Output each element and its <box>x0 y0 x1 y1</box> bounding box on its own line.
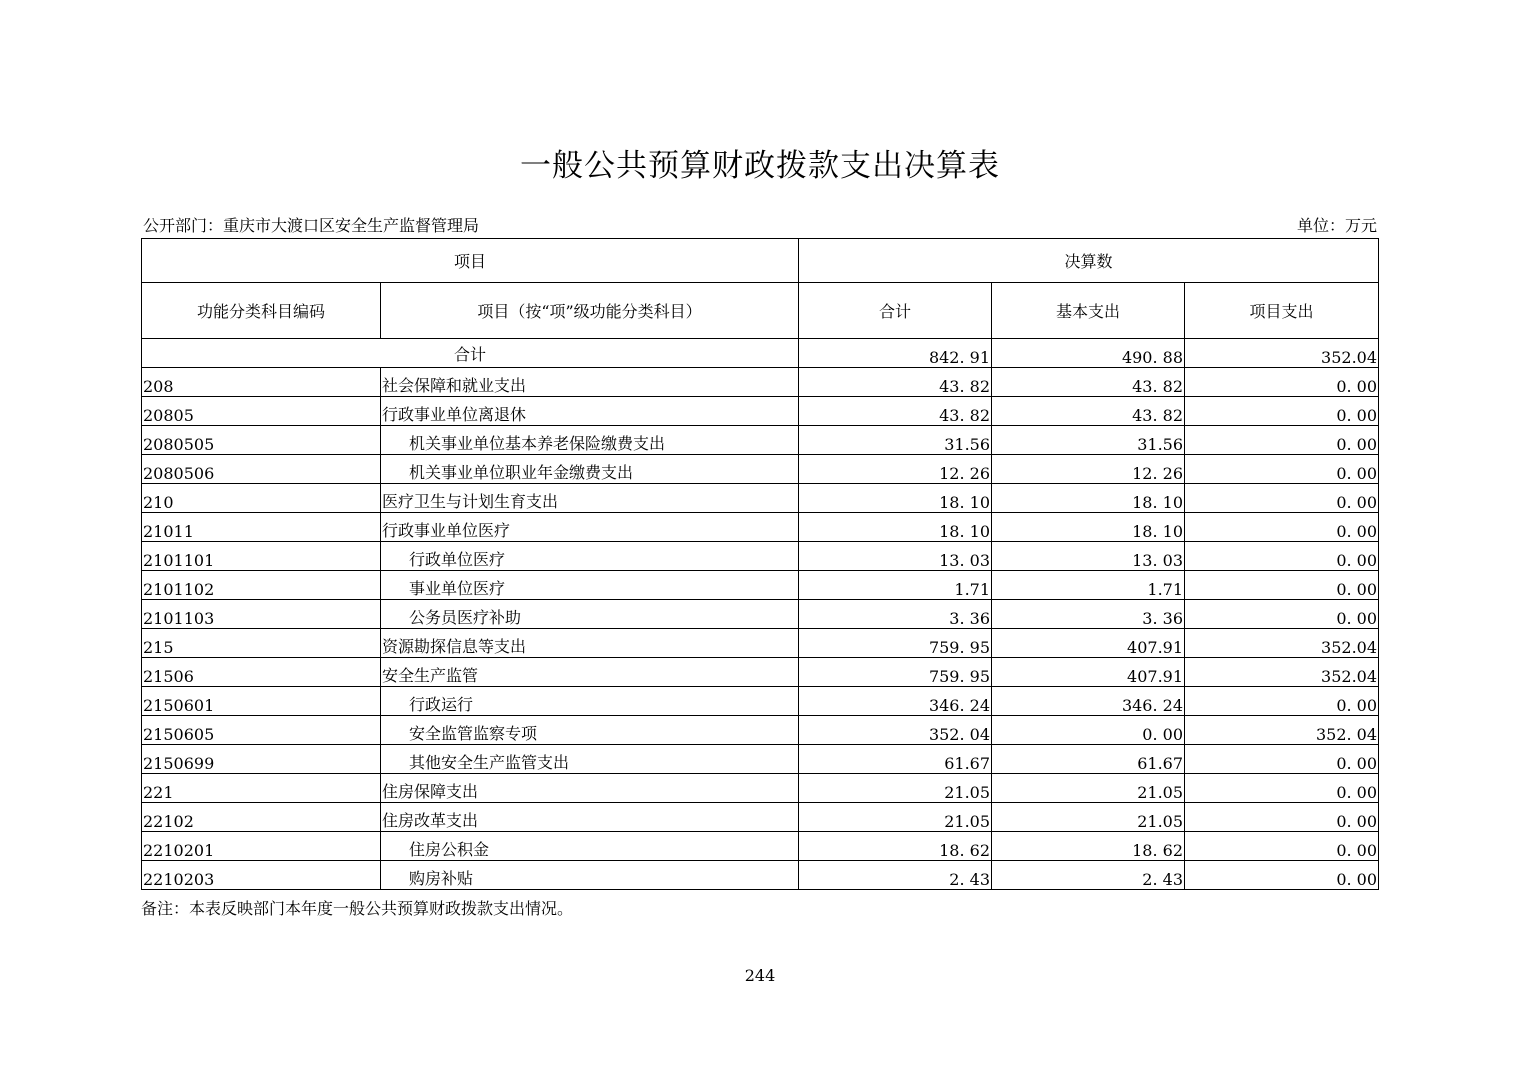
row-total: 18. 10 <box>799 513 992 542</box>
row-code: 2150699 <box>142 745 381 774</box>
row-code: 2080505 <box>142 426 381 455</box>
expenditure-table <box>141 238 1379 890</box>
total-label: 合计 <box>142 339 799 368</box>
row-total: 346. 24 <box>799 687 992 716</box>
row-code: 210 <box>142 484 381 513</box>
page-number: 244 <box>744 966 776 985</box>
row-basic: 13. 03 <box>992 542 1185 571</box>
row-project: 0. 00 <box>1185 600 1379 629</box>
row-total: 43. 82 <box>799 368 992 397</box>
total-basic: 490. 88 <box>992 339 1185 368</box>
row-code: 2080506 <box>142 455 381 484</box>
table-row <box>142 455 1379 484</box>
row-name: 购房补贴 <box>381 861 799 890</box>
row-basic: 0. 00 <box>992 716 1185 745</box>
row-name: 安全生产监管 <box>381 658 799 687</box>
row-name: 行政运行 <box>381 687 799 716</box>
row-basic: 3. 36 <box>992 600 1185 629</box>
row-basic: 407.91 <box>992 658 1185 687</box>
table-row <box>142 600 1379 629</box>
table-row <box>142 774 1379 803</box>
unit-label: 单位：万元 <box>1296 216 1377 235</box>
row-basic: 2. 43 <box>992 861 1185 890</box>
header-code: 功能分类科目编码 <box>142 283 381 339</box>
row-basic: 407.91 <box>992 629 1185 658</box>
row-code: 221 <box>142 774 381 803</box>
row-project: 352. 04 <box>1185 716 1379 745</box>
row-name: 机关事业单位职业年金缴费支出 <box>381 455 799 484</box>
table-row <box>142 629 1379 658</box>
table-row <box>142 745 1379 774</box>
row-code: 2150605 <box>142 716 381 745</box>
header-row-group <box>142 239 1379 283</box>
header-group-item: 项目 <box>142 239 799 283</box>
row-basic: 43. 82 <box>992 368 1185 397</box>
table-row <box>142 397 1379 426</box>
table-row <box>142 687 1379 716</box>
row-total: 43. 82 <box>799 397 992 426</box>
total-row <box>142 339 1379 368</box>
table-row <box>142 658 1379 687</box>
row-total: 1.71 <box>799 571 992 600</box>
row-name: 社会保障和就业支出 <box>381 368 799 397</box>
header-group-amount: 决算数 <box>799 239 1379 283</box>
row-code: 21506 <box>142 658 381 687</box>
row-code: 2101101 <box>142 542 381 571</box>
row-name: 资源勘探信息等支出 <box>381 629 799 658</box>
row-total: 3. 36 <box>799 600 992 629</box>
department-label: 公开部门：重庆市大渡口区安全生产监督管理局 <box>143 216 480 235</box>
table-row <box>142 571 1379 600</box>
row-total: 31.56 <box>799 426 992 455</box>
table-row <box>142 542 1379 571</box>
row-project: 352.04 <box>1185 658 1379 687</box>
row-total: 12. 26 <box>799 455 992 484</box>
table-row <box>142 716 1379 745</box>
row-total: 759. 95 <box>799 629 992 658</box>
table-row <box>142 426 1379 455</box>
header-row-columns <box>142 283 1379 339</box>
row-total: 759. 95 <box>799 658 992 687</box>
header-name: 项目（按“项”级功能分类科目） <box>381 283 799 339</box>
header-basic: 基本支出 <box>992 283 1185 339</box>
table-row <box>142 513 1379 542</box>
row-name: 住房改革支出 <box>381 803 799 832</box>
row-total: 21.05 <box>799 774 992 803</box>
row-project: 352.04 <box>1185 629 1379 658</box>
row-name: 住房保障支出 <box>381 774 799 803</box>
row-basic: 18. 10 <box>992 513 1185 542</box>
row-name: 机关事业单位基本养老保险缴费支出 <box>381 426 799 455</box>
row-code: 215 <box>142 629 381 658</box>
row-name: 其他安全生产监管支出 <box>381 745 799 774</box>
total-total: 842. 91 <box>799 339 992 368</box>
row-name: 医疗卫生与计划生育支出 <box>381 484 799 513</box>
row-total: 61.67 <box>799 745 992 774</box>
row-code: 2101103 <box>142 600 381 629</box>
row-basic: 1.71 <box>992 571 1185 600</box>
row-basic: 346. 24 <box>992 687 1185 716</box>
table-row <box>142 803 1379 832</box>
row-code: 208 <box>142 368 381 397</box>
row-code: 2101102 <box>142 571 381 600</box>
table-row <box>142 368 1379 397</box>
row-basic: 18. 62 <box>992 832 1185 861</box>
row-name: 住房公积金 <box>381 832 799 861</box>
row-total: 18. 10 <box>799 484 992 513</box>
header-project: 项目支出 <box>1185 283 1379 339</box>
row-basic: 43. 82 <box>992 397 1185 426</box>
row-name: 公务员医疗补助 <box>381 600 799 629</box>
row-basic: 12. 26 <box>992 455 1185 484</box>
row-project: 0. 00 <box>1185 861 1379 890</box>
row-project: 0. 00 <box>1185 832 1379 861</box>
row-project: 0. 00 <box>1185 426 1379 455</box>
row-basic: 61.67 <box>992 745 1185 774</box>
row-code: 22102 <box>142 803 381 832</box>
row-basic: 31.56 <box>992 426 1185 455</box>
row-code: 21011 <box>142 513 381 542</box>
table-row <box>142 861 1379 890</box>
row-project: 0. 00 <box>1185 368 1379 397</box>
row-basic: 21.05 <box>992 774 1185 803</box>
header-total: 合计 <box>799 283 992 339</box>
row-code: 20805 <box>142 397 381 426</box>
row-project: 0. 00 <box>1185 397 1379 426</box>
row-name: 行政事业单位医疗 <box>381 513 799 542</box>
row-basic: 21.05 <box>992 803 1185 832</box>
row-project: 0. 00 <box>1185 542 1379 571</box>
total-project: 352.04 <box>1185 339 1379 368</box>
row-project: 0. 00 <box>1185 745 1379 774</box>
row-total: 18. 62 <box>799 832 992 861</box>
row-total: 21.05 <box>799 803 992 832</box>
page-title: 一般公共预算财政拨款支出决算表 <box>520 148 1000 184</box>
row-total: 13. 03 <box>799 542 992 571</box>
row-code: 2210201 <box>142 832 381 861</box>
table-row <box>142 832 1379 861</box>
row-project: 0. 00 <box>1185 803 1379 832</box>
row-code: 2210203 <box>142 861 381 890</box>
row-code: 2150601 <box>142 687 381 716</box>
row-name: 行政单位医疗 <box>381 542 799 571</box>
row-name: 行政事业单位离退休 <box>381 397 799 426</box>
row-basic: 18. 10 <box>992 484 1185 513</box>
row-name: 事业单位医疗 <box>381 571 799 600</box>
row-project: 0. 00 <box>1185 484 1379 513</box>
row-total: 352. 04 <box>799 716 992 745</box>
remark-note: 备注：本表反映部门本年度一般公共预算财政拨款支出情况。 <box>141 899 574 918</box>
row-project: 0. 00 <box>1185 774 1379 803</box>
row-project: 0. 00 <box>1185 687 1379 716</box>
table-row <box>142 484 1379 513</box>
row-project: 0. 00 <box>1185 455 1379 484</box>
row-name: 安全监管监察专项 <box>381 716 799 745</box>
row-project: 0. 00 <box>1185 513 1379 542</box>
row-project: 0. 00 <box>1185 571 1379 600</box>
row-total: 2. 43 <box>799 861 992 890</box>
